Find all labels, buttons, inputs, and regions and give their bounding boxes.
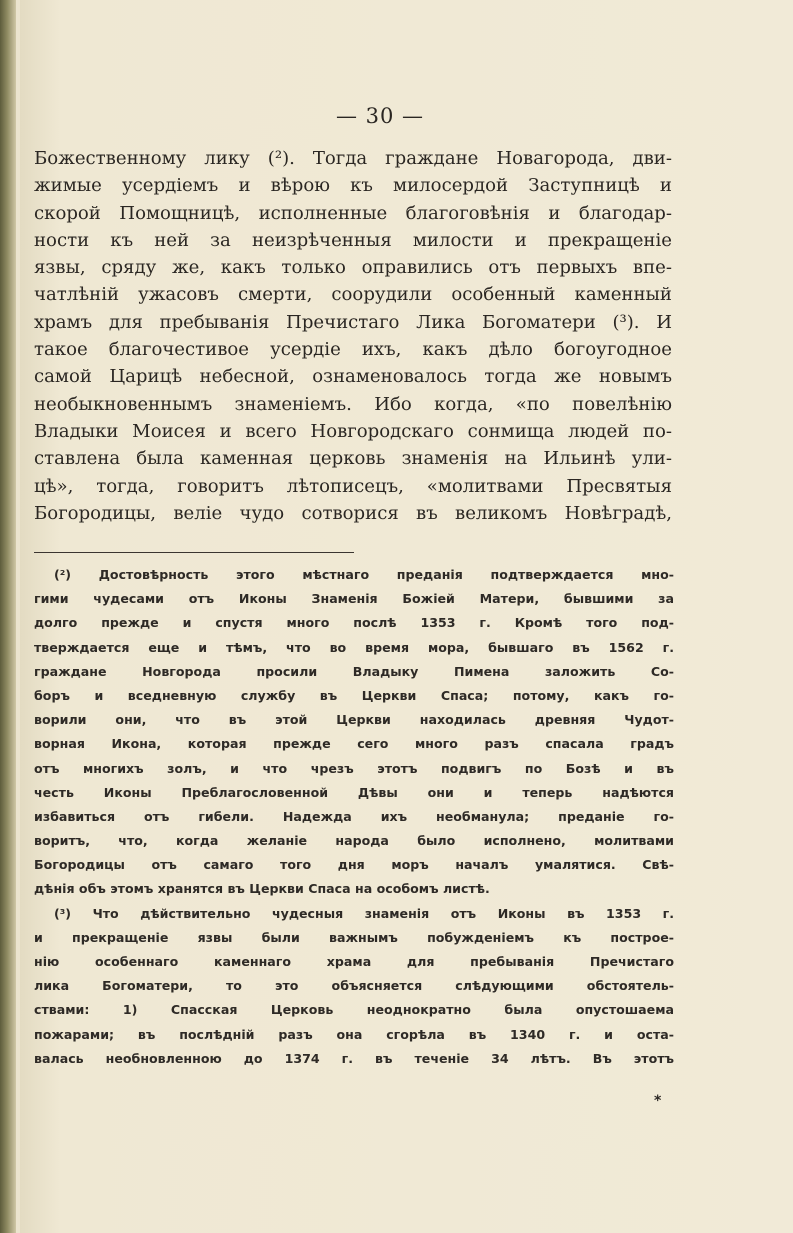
footnote-line: (²) Достовѣрность этого мѣстнаго преданія подтверждается мно- <box>54 567 674 582</box>
signature-mark: * <box>654 1093 662 1109</box>
text-line: ности къ ней за неизрѣченныя милости и прекращеніе <box>34 229 672 251</box>
text-line: такое благочестивое усердіе ихъ, какъ дѣло богоугодное <box>34 339 672 361</box>
footnotes <box>34 563 674 1071</box>
footnote-line: (³) Что дѣйствительно чудесныя знаменія отъ Иконы въ 1353 г. <box>54 905 674 921</box>
footnote-line: нію особеннаго каменнаго храма для пребыванія Пречистаго <box>34 954 674 969</box>
footnote-line: граждане Новгорода просили Владыку Пимена заложить Со- <box>34 663 674 679</box>
text-line: цѣ», тогда, говоритъ лѣтописецъ, «молитвами Пресвятыя <box>34 475 672 497</box>
footnote-line: воритъ, что, когда желаніе народа было исполнено, молитвами <box>34 833 674 849</box>
footnote-line: ствами: 1) Спасская Церковь неоднократно была опустошаема <box>34 1002 674 1018</box>
footnote-line: боръ и вседневную службу въ Церкви Спаса; потому, какъ го- <box>34 687 674 703</box>
footnote-line: честь Иконы Преблагословенной Дѣвы они и теперь надѣются <box>34 784 674 800</box>
text-line: жимые усердіемъ и вѣрою къ милосердой Заступницѣ и <box>34 175 672 197</box>
text-line: необыкновеннымъ знаменіемъ. Ибо когда, «по повелѣнію <box>34 393 672 415</box>
page-number: — 30 — <box>335 104 425 128</box>
text-line: Владыки Моисея и всего Новгородскаго сонмища людей по- <box>34 420 672 442</box>
footnote-line: ворная Икона, которая прежде сего много разъ спасала градъ <box>34 736 674 752</box>
main-text <box>34 145 672 527</box>
footnote-line: избавиться отъ гибели. Надежда ихъ необманула; преданіе го- <box>34 808 674 824</box>
text-line: язвы, сряду же, какъ только оправились отъ первыхъ впе- <box>34 257 672 279</box>
text-line: Богородицы, веліе чудо сотворися въ великомъ Новѣградѣ, <box>34 502 672 524</box>
book-spine <box>0 0 16 1233</box>
footnote-line: тверждается еще и тѣмъ, что во время мора, бывшаго въ 1562 г. <box>34 639 674 655</box>
text-line: Божественному лику (²). Тогда граждане Новагорода, дви- <box>34 148 672 169</box>
footnote-line: лика Богоматери, то это объясняется слѣдующими обстоятель- <box>34 978 674 994</box>
footnote-line: отъ многихъ золъ, и что чрезъ этотъ подвигъ по Бозѣ и въ <box>34 760 674 776</box>
footnote-line: пожарами; въ послѣдній разъ она сгорѣла въ 1340 г. и оста- <box>34 1026 674 1042</box>
footnote-line: ворили они, что въ этой Церкви находилась древняя Чудот- <box>34 712 674 728</box>
footnote-line: Богородицы отъ самаго того дня моръ началъ умалятися. Свѣ- <box>34 857 674 873</box>
book-page <box>20 0 793 1233</box>
text-line: храмъ для пребыванія Пречистаго Лика Богоматери (³). И <box>34 311 672 333</box>
footnote-line: дѣнія объ этомъ хранятся въ Церкви Спаса на особомъ листѣ. <box>34 881 490 897</box>
text-line: самой Царицѣ небесной, ознаменовалось тогда же новымъ <box>34 366 672 388</box>
text-line: чатлѣній ужасовъ смерти, соорудили особенный каменный <box>34 284 672 306</box>
footnote-line: гими чудесами отъ Иконы Знаменія Божіей Матери, бывшими за <box>34 591 674 607</box>
text-line: ставлена была каменная церковь знаменія на Ильинѣ ули- <box>34 448 672 470</box>
footnote-divider <box>34 552 354 553</box>
text-line: скорой Помощницѣ, исполненные благоговѣнія и благодар- <box>34 202 672 224</box>
footnote-line: и прекращеніе язвы были важнымъ побужденіемъ къ построе- <box>34 929 674 945</box>
footnote-line: долго прежде и спустя много послѣ 1353 г. Кромѣ того под- <box>34 615 674 631</box>
footnote-line: валась необновленною до 1374 г. въ теченіе 34 лѣтъ. Въ этотъ <box>34 1050 674 1066</box>
